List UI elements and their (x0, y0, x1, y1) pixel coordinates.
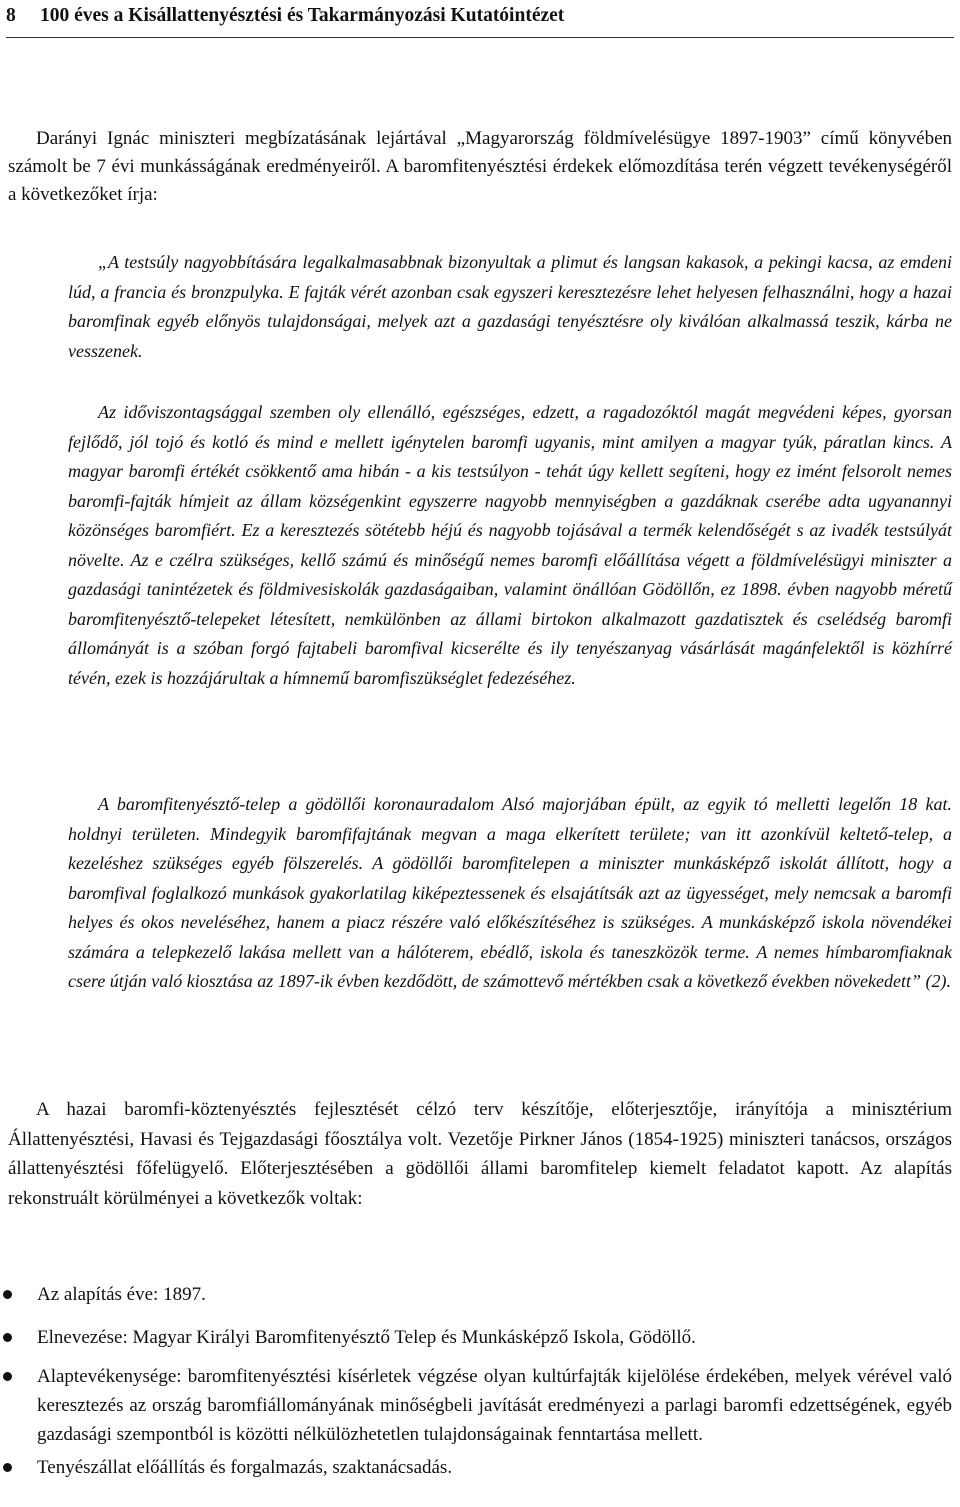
running-header (6, 2, 954, 30)
bullet-item-name (0, 1323, 960, 1352)
page-number: 8 (6, 5, 16, 26)
header-divider (6, 37, 954, 38)
quote-paragraph-2: Az időviszontagsággal szemben oly ellenálló, egészséges, edzett, a ragadozóktól magát megvédeni képes, gyorsan fejlődő, jól tojó és kotló és mind e mellett igénytelen baromfi ugyanis, mint amilyen a magyar tyúk, páratlan kincs. A magyar baromfi értékét csökkentő ama hibán - a kis testsúlyon - tehát úgy kellett segíteni, hogy ez imént felsorolt nemes baromfi-fajták hímjeit az állam községenkint egyszerre nagyobb mennyiségben a gazdáknak cserébe adta ugyanannyi közönséges baromfiért. Ez a keresztezés sötétebb héjú és nagyobb tojásával a termék kelendőségét s az ivadék testsúlyát növelte. Az e czélra szükséges, kellő számú és minőségű nemes baromfi előállítása végett a földmívelésügyi miniszter a gazdasági tanintézetek és földmivesiskolák gazdaságaiban, valamint önállóan Gödöllőn, ez 1898. évben nagyobb méretű baromfitenyésztő-telepeket létesített, nemkülönben az állami birtokon alkalmazott gazdatisztek és cselédség baromfi állományát is a szóban forgó fajtabeli baromfival kicserélte és ily tenyészanyag vásárlását magánfelektől is közhírré tévén, ezek is hozzájárultak a hímnemű baromfiszükséglet fedezéséhez. (68, 402, 952, 688)
bullet-item-founding-year (0, 1280, 960, 1309)
bullet-icon (3, 1333, 12, 1342)
bullet-list (0, 1280, 960, 1482)
bullet-item-core-activity (0, 1362, 960, 1449)
quote-paragraph-1: „A testsúly nagyobbítására legalkalmasabbnak bizonyultak a plimut és langsan kakasok, a pekingi kacsa, az emdeni lúd, a francia és bronzpulyka. E fajták vérét azonban csak egyszeri keresztezésre lehet helyesen felhasználni, hogy a hazai baromfinak egyéb előnyös tulajdonságai, melyek azt a gazdasági tenyésztésre oly kiválóan alkalmassá teszik, kárba ne vesszenek. (68, 252, 952, 361)
bullet-icon (3, 1372, 12, 1381)
bullet-text: Elnevezése: Magyar Királyi Baromfitenyésztő Telep és Munkásképző Iskola, Gödöllő. (37, 1327, 696, 1348)
bullet-item-breeding-stock (0, 1453, 960, 1482)
body-paragraph: A hazai baromfi-köztenyésztés fejlesztését célzó terv készítője, előterjesztője, irányítója a minisztérium Állattenyésztési, Havasi és Tejgazdasági főosztálya volt. Vezetője Pirkner János (1854-1925) miniszteri tanácsos, országos állattenyésztési főfelügyelő. Előterjesztésében a gödöllői állami baromfitelep kiemelt feladatot kapott. Az alapítás rekonstruált körülményei a következők voltak: (8, 1099, 952, 1209)
bullet-text: Alaptevékenysége: baromfitenyésztési kísérletek végzése olyan kultúrfajták kijelölése érdekében, melyek vérével való keresztezés az ország baromfiállományának minőségbeli javítását eredményezi a parlagi baromfi edzettségének, egyéb gazdasági szempontból is közötti nélkülözhetetlen tulajdonságainak fenntartása mellett. (37, 1366, 952, 1445)
header-title: 100 éves a Kisállattenyésztési és Takarmányozási Kutatóintézet (40, 5, 565, 26)
bullet-text: Az alapítás éve: 1897. (37, 1284, 206, 1305)
intro-paragraph: Darányi Ignác miniszteri megbízatásának lejártával „Magyarország földmívelésügye 1897-1903” című könyvében számolt be 7 évi munkásságának eredményeiről. A baromfitenyésztési érdekek előmozdítása terén végzett tevékenységéről a következőket írja: (8, 128, 952, 205)
bullet-icon (3, 1290, 12, 1299)
bullet-text: Tenyészállat előállítás és forgalmazás, szaktanácsadás. (37, 1457, 453, 1478)
quote-paragraph-3: A baromfitenyésztő-telep a gödöllői koronauradalom Alsó majorjában épült, az egyik tó melletti legelőn 18 kat. holdnyi területen. Mindegyik baromfifajtának megvan a maga elkerített területe; van itt azonkívül keltető-telep, a kezeléshez szükséges egyéb fölszerelés. A gödöllői baromfitelepen a miniszter munkásképző iskolát állított, hogy a baromfival foglalkozó munkások gyakorlatilag kiképeztessenek és elsajátítsák azt az ügyességet, mely nemcsak a baromfi helyes és okos neveléséhez, hanem a piacz részére való előkészítéséhez is szükséges. A munkásképző iskola növendékei számára a telepkezelő lakása mellett van a hálóterem, ebédlő, iskola és taneszközök terme. A nemes hímbaromfiaknak csere útján való kiosztása az 1897-ik évben kezdődött, de számottevő mértékben csak a következő években növekedett” (2). (68, 794, 952, 991)
bullet-icon (3, 1463, 12, 1472)
